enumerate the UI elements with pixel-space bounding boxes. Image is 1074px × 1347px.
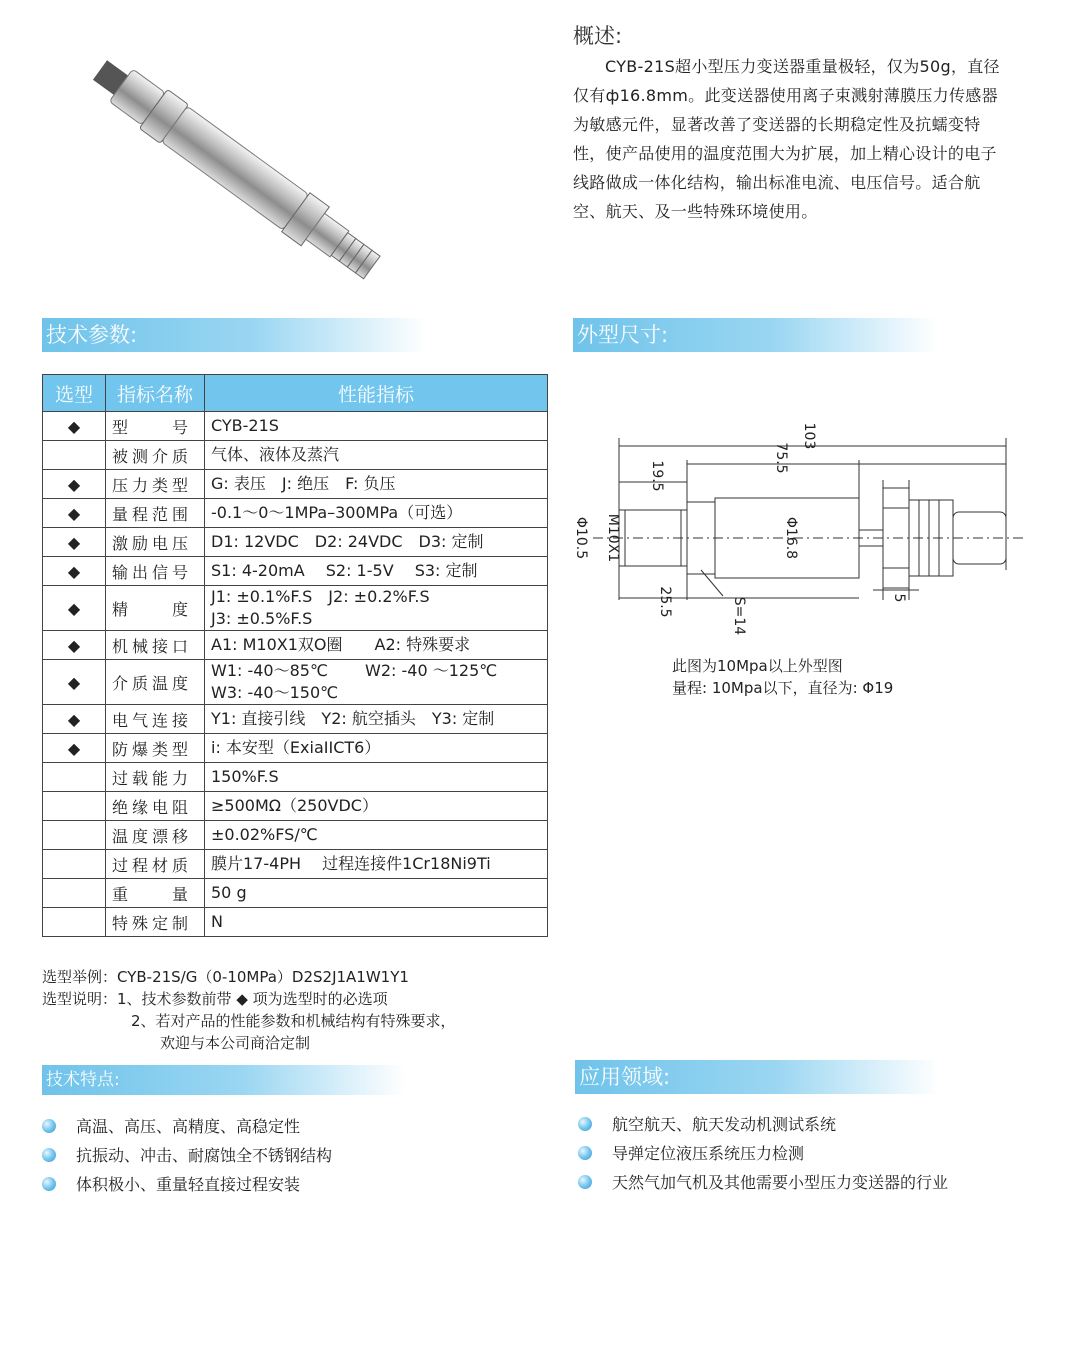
param-value: ≥500MΩ（250VDC） [205,792,548,821]
table-row [43,631,548,660]
table-row [43,792,548,821]
param-name: 防爆类型 [106,734,205,763]
header-select: 选型 [43,375,106,412]
features-list [42,1112,332,1199]
param-name: 机械接口 [106,631,205,660]
bullet-icon [578,1175,592,1189]
bullet-icon [578,1146,592,1160]
select-mark: ◆ [43,412,106,441]
dim-body: 75.5 [773,442,789,474]
param-value: D1: 12VDC D2: 24VDC D3: 定制 [205,528,548,557]
param-value: G: 表压 J: 绝压 F: 负压 [205,470,548,499]
application-text: 导弹定位液压系统压力检测 [612,1144,805,1163]
dim-total: 103 [801,422,817,450]
list-item [42,1170,332,1199]
table-row [43,763,548,792]
features-banner: 技术特点: [42,1065,406,1095]
select-mark: ◆ [43,528,106,557]
dim-dia-body: Φ16.8 [783,516,799,560]
table-row [43,528,548,557]
application-text: 天然气加气机及其他需要小型压力变送器的行业 [612,1173,949,1192]
param-value: i: 本安型（ExiaIICT6） [205,734,548,763]
table-row [43,586,548,631]
selection-explain-3: 欢迎与本公司商洽定制 [160,1034,311,1052]
application-text: 航空航天、航天发动机测试系统 [612,1115,837,1134]
bullet-icon [42,1119,56,1133]
bullet-icon [42,1148,56,1162]
list-item [578,1168,948,1197]
param-value: A1: M10X1双O圈 A2: 特殊要求 [205,631,548,660]
select-mark: ◆ [43,557,106,586]
param-value: 气体、液体及蒸汽 [205,441,548,470]
spec-table [42,374,548,937]
select-mark: ◆ [43,705,106,734]
table-row [43,850,548,879]
feature-text: 高温、高压、高精度、高稳定性 [76,1117,301,1136]
select-mark [43,879,106,908]
selection-explain-1: 选型说明：1、技术参数前带 ◆ 项为选型时的必选项 [42,990,388,1008]
param-value-line2: J3: ±0.5%F.S [211,609,313,628]
select-mark [43,821,106,850]
param-name: 绝缘电阻 [106,792,205,821]
table-row [43,412,548,441]
applications-list [578,1110,948,1197]
param-value: Y1: 直接引线 Y2: 航空插头 Y3: 定制 [205,705,548,734]
caption-line-2: 量程: 10Mpa以下，直径为: Φ19 [672,679,894,697]
param-name: 介质温度 [106,660,205,705]
param-value: CYB-21S [205,412,548,441]
param-name: 量程范围 [106,499,205,528]
param-name: 过程材质 [106,850,205,879]
dim-dia-thread: Φ10.5 [573,516,589,560]
feature-text: 抗振动、冲击、耐腐蚀全不锈钢结构 [76,1146,333,1165]
overview-title: 概述: [573,24,623,48]
select-mark: ◆ [43,631,106,660]
list-item [578,1139,948,1168]
table-row [43,705,548,734]
selection-explain-2: 2、若对产品的性能参数和机械结构有特殊要求， [131,1012,456,1030]
param-name: 被测介质 [106,441,205,470]
header-name: 指标名称 [106,375,205,412]
select-mark [43,908,106,937]
bullet-icon [578,1117,592,1131]
param-value: -0.1～0～1MPa–300MPa（可选） [205,499,548,528]
product-photo [70,40,490,280]
select-mark: ◆ [43,470,106,499]
dimensions-banner: 外型尺寸: [573,318,937,352]
feature-text: 体积极小、重量轻直接过程安装 [76,1175,301,1194]
param-value-multiline [205,660,548,705]
list-item [42,1141,332,1170]
param-name: 型 号 [106,412,205,441]
table-row [43,879,548,908]
table-row [43,660,548,705]
dim-5: 5 [891,593,907,603]
table-row [43,908,548,937]
param-name: 电气连接 [106,705,205,734]
table-row [43,470,548,499]
select-mark [43,850,106,879]
select-mark [43,441,106,470]
table-header-row [43,375,548,412]
caption-line-1: 此图为10Mpa以上外型图 [672,657,843,675]
select-mark: ◆ [43,734,106,763]
dim-thread: 19.5 [649,460,665,492]
dim-thread-2: 25.5 [657,586,673,618]
param-value: N [205,908,548,937]
param-name: 压力类型 [106,470,205,499]
select-mark: ◆ [43,586,106,631]
tech-params-banner: 技术参数: [42,318,426,352]
table-row [43,821,548,850]
param-value-multiline [205,586,548,631]
param-value-line2: W3: -40～150℃ [211,683,339,702]
bullet-icon [42,1177,56,1191]
selection-notes [42,966,456,1054]
select-mark [43,763,106,792]
table-row [43,441,548,470]
table-row [43,499,548,528]
select-mark: ◆ [43,499,106,528]
param-name: 重 量 [106,879,205,908]
drawing-caption [672,655,893,699]
overview-text: CYB-21S超小型压力变送器重量极轻，仅为50g，直径仅有ф16.8mm。此变送器使用离子束溅射薄膜压力传感器为敏感元件，显著改善了变送器的长期稳定性及抗蠕变特性，使产品使用的温度范围大为扩展，加上精心设计的电子线路做成一体化结构，输出标准电流、电压信号。适合航空、航天、及一些特殊环境使用。 [573,57,1000,221]
header-value: 性能指标 [205,375,548,412]
param-value: S1: 4-20mA S2: 1-5V S3: 定制 [205,557,548,586]
list-item [42,1112,332,1141]
dim-m10: M10X1 [605,513,621,563]
param-value: 50 g [205,879,548,908]
param-name: 精 度 [106,586,205,631]
table-row [43,557,548,586]
param-name: 过载能力 [106,763,205,792]
param-value: 膜片17-4PH 过程连接件1Cr18Ni9Ti [205,850,548,879]
select-mark [43,792,106,821]
param-name: 特殊定制 [106,908,205,937]
param-name: 激励电压 [106,528,205,557]
param-value: 150%F.S [205,763,548,792]
dimension-drawing [573,420,1043,650]
param-name: 温度漂移 [106,821,205,850]
selection-example: 选型举例：CYB-21S/G（0-10MPa）D2S2J1A1W1Y1 [42,968,409,986]
param-value: ±0.02%FS/℃ [205,821,548,850]
select-mark: ◆ [43,660,106,705]
param-value-line1: W1: -40～85℃ W2: -40 ～125℃ [211,661,498,680]
param-value-line1: J1: ±0.1%F.S J2: ±0.2%F.S [211,587,430,606]
table-row [43,734,548,763]
list-item [578,1110,948,1139]
applications-banner: 应用领域: [575,1060,939,1094]
param-name: 输出信号 [106,557,205,586]
dim-hex: S=14 [731,596,747,636]
